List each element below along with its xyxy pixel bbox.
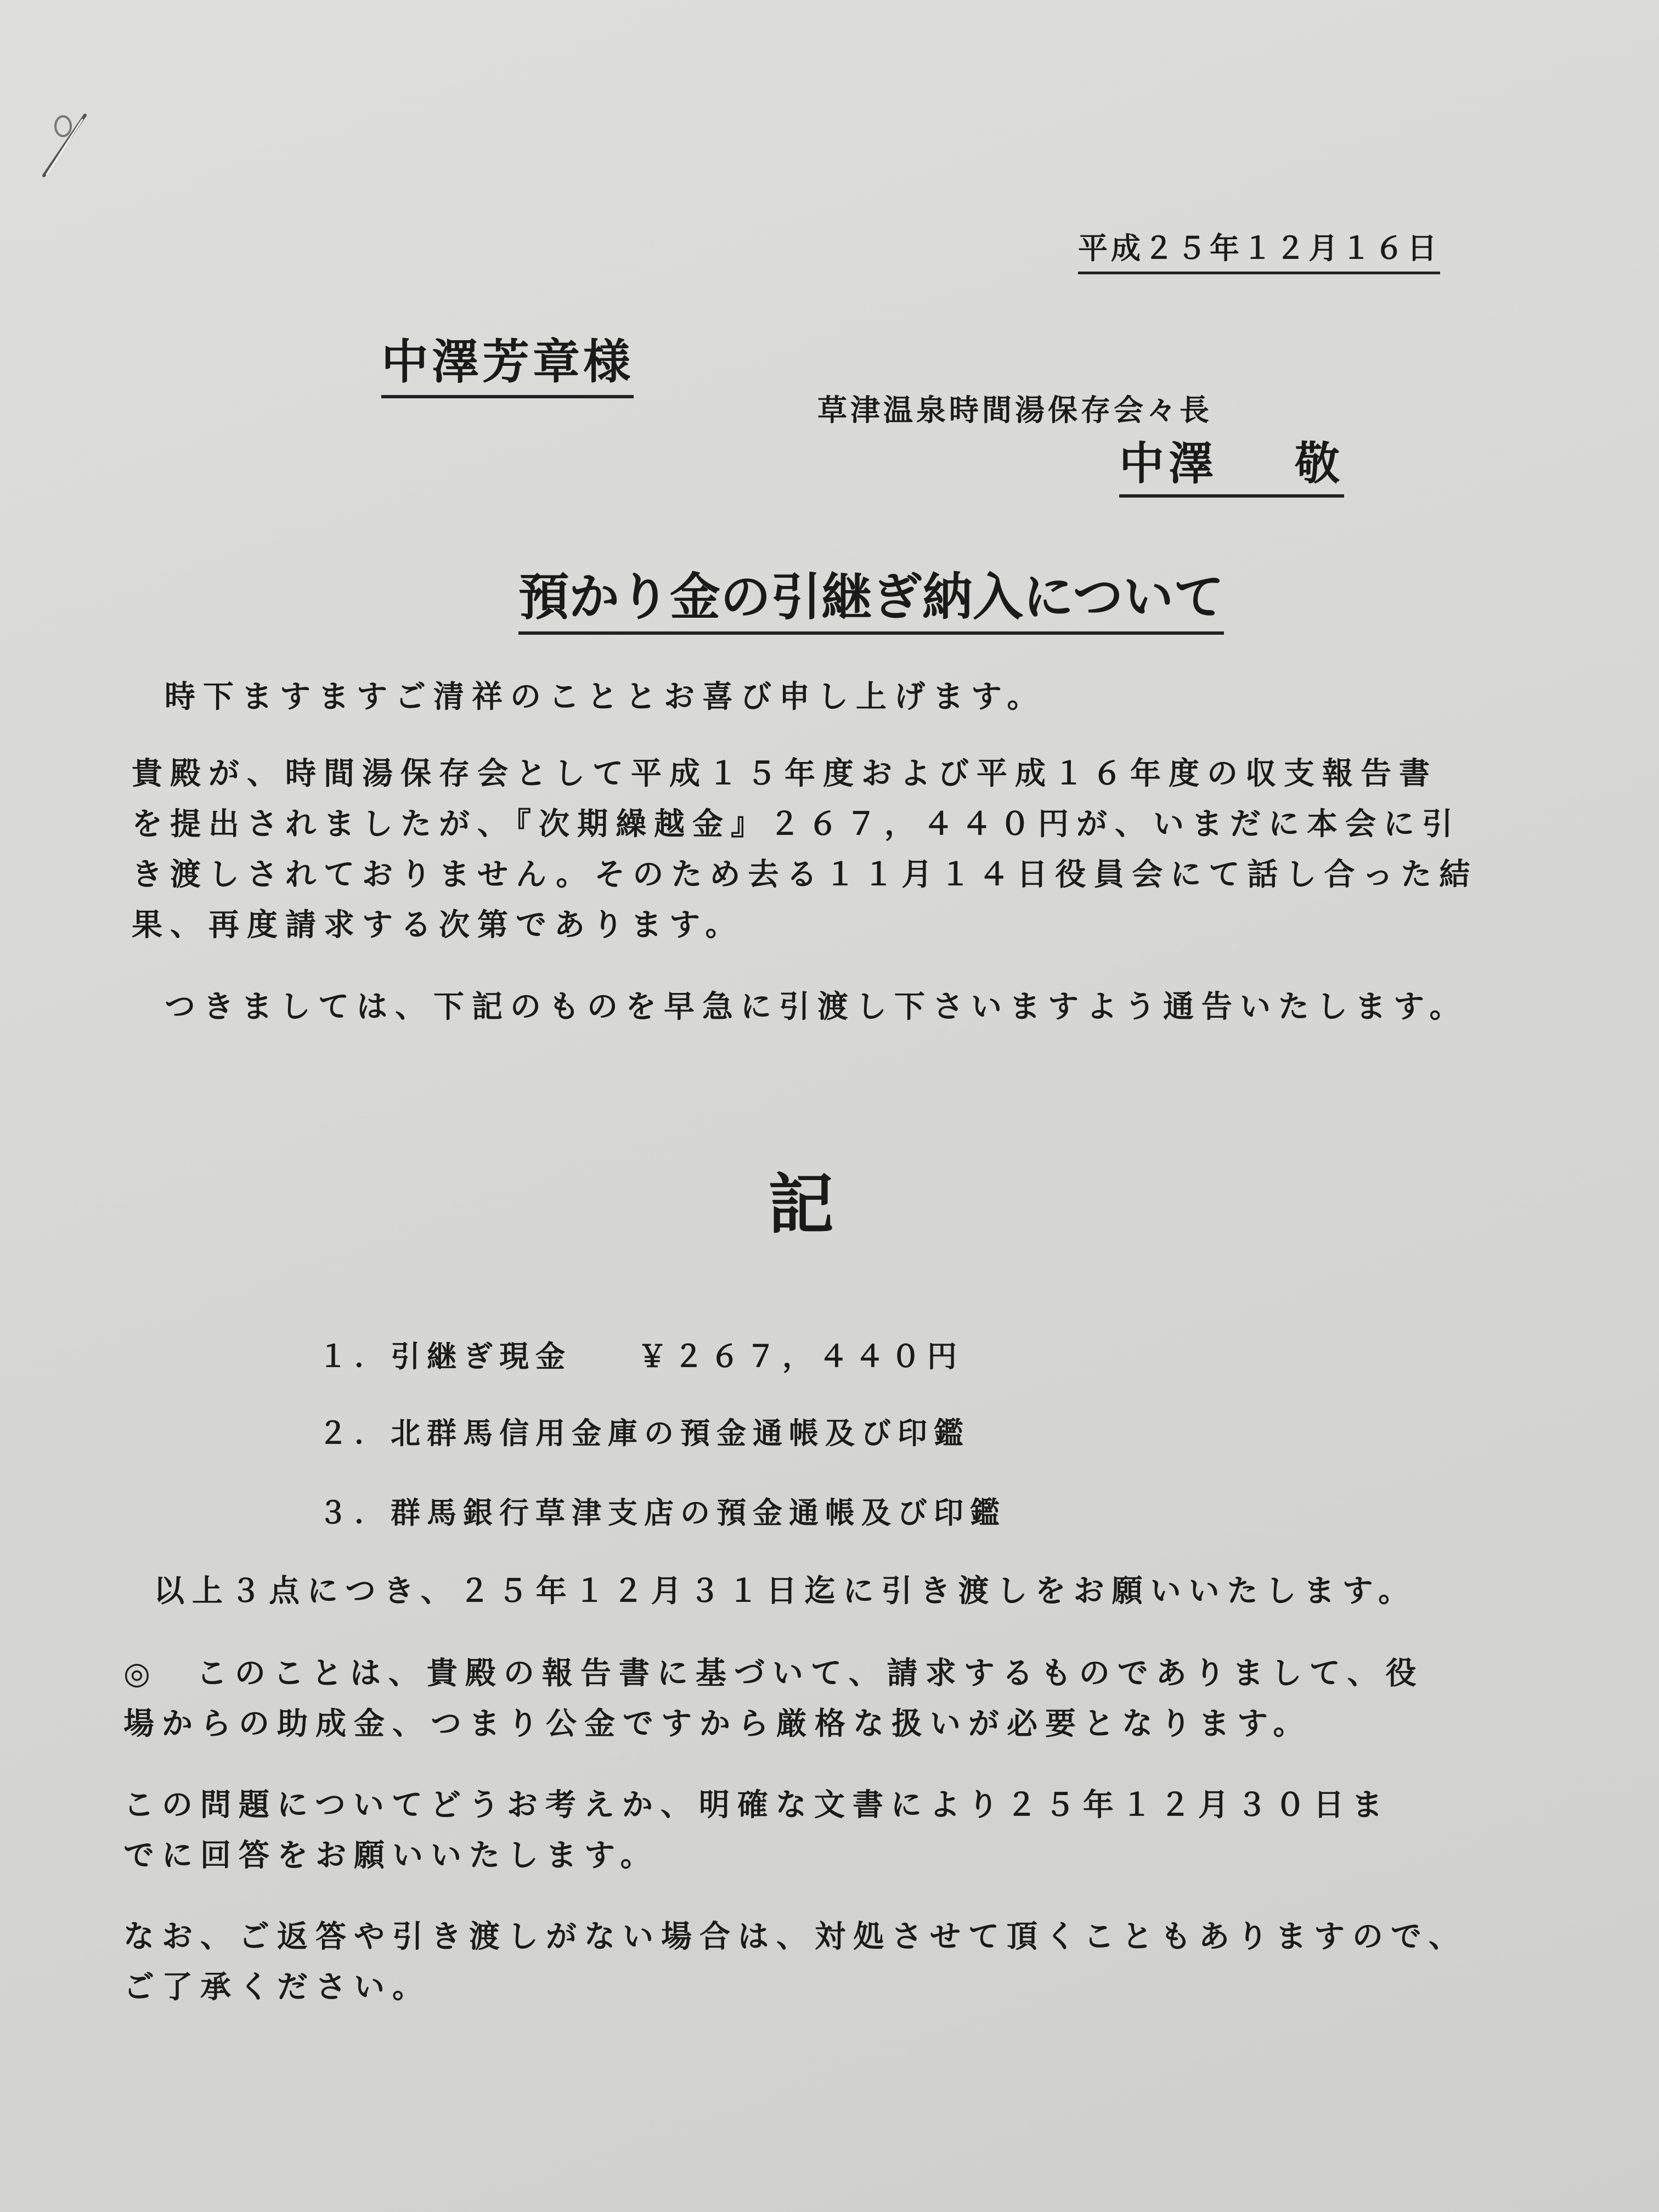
list-item-label: １．引継ぎ現金: [318, 1339, 572, 1374]
closing-line: ご了承ください。: [123, 1970, 431, 2005]
document-date: 平成２５年１２月１６日: [1078, 225, 1440, 274]
body-line: 果、再度請求する次第であります。: [132, 907, 744, 943]
sender-given-name: 敬: [1295, 438, 1345, 490]
body-line: き渡しされておりません。そのため去る１１月１４日役員会にて話し合った結: [132, 857, 1478, 893]
list-item: ２．北群馬信用金庫の預金通帳及び印鑑: [318, 1416, 970, 1451]
note-paragraph: [123, 1649, 1424, 1750]
note-line: 場からの助成金、つまり公金ですから厳格な扱いが必要となります。: [123, 1706, 1312, 1742]
greeting-paragraph: 時下ますますご清祥のこととお喜び申し上げます。: [165, 679, 1046, 715]
note-line: ◎ このことは、貴殿の報告書に基づいて、請求するものでありまして、役: [123, 1656, 1424, 1691]
list-item: ３．群馬銀行草津支店の預金通帳及び印鑑: [318, 1496, 1006, 1530]
recipient-name: 中澤芳章様: [381, 324, 634, 398]
answer-line: でに回答をお願いいたします。: [123, 1838, 659, 1874]
list-item-amount: ￥２６７，４４０円: [637, 1339, 963, 1374]
body-line: 貴殿が、時間湯保存会として平成１５年度および平成１６年度の収支報告書: [132, 756, 1437, 792]
ki-heading: 記: [768, 1166, 834, 1243]
list-item: [318, 1333, 963, 1375]
body-line: を提出されましたが、『次期繰越金』２６７，４４０円が、いまだに本会に引: [132, 806, 1460, 842]
sender-organization: 草津温泉時間湯保存会々長: [817, 393, 1212, 427]
sender-surname: 中澤: [1119, 438, 1218, 490]
closing-line: なお、ご返答や引き渡しがない場合は、対処させて頂くこともありますので、: [123, 1919, 1467, 1955]
document-title: 預かり金の引継ぎ納入について: [518, 557, 1224, 635]
answer-line: この問題についてどうお考えか、明確な文書により２５年１２月３０日ま: [123, 1787, 1390, 1823]
closing-paragraph: [123, 1912, 1467, 2013]
body-paragraph-2: つきましては、下記のものを早急に引渡し下さいますよう通告いたします。: [165, 989, 1468, 1025]
answer-request-paragraph: [123, 1780, 1390, 1881]
deadline-paragraph: 以上３点につき、２５年１２月３１日迄に引き渡しをお願いいたします。: [154, 1573, 1417, 1609]
body-paragraph-1: [132, 749, 1487, 951]
pen-mark-icon: [33, 110, 99, 192]
sender-name: [1119, 428, 1344, 498]
